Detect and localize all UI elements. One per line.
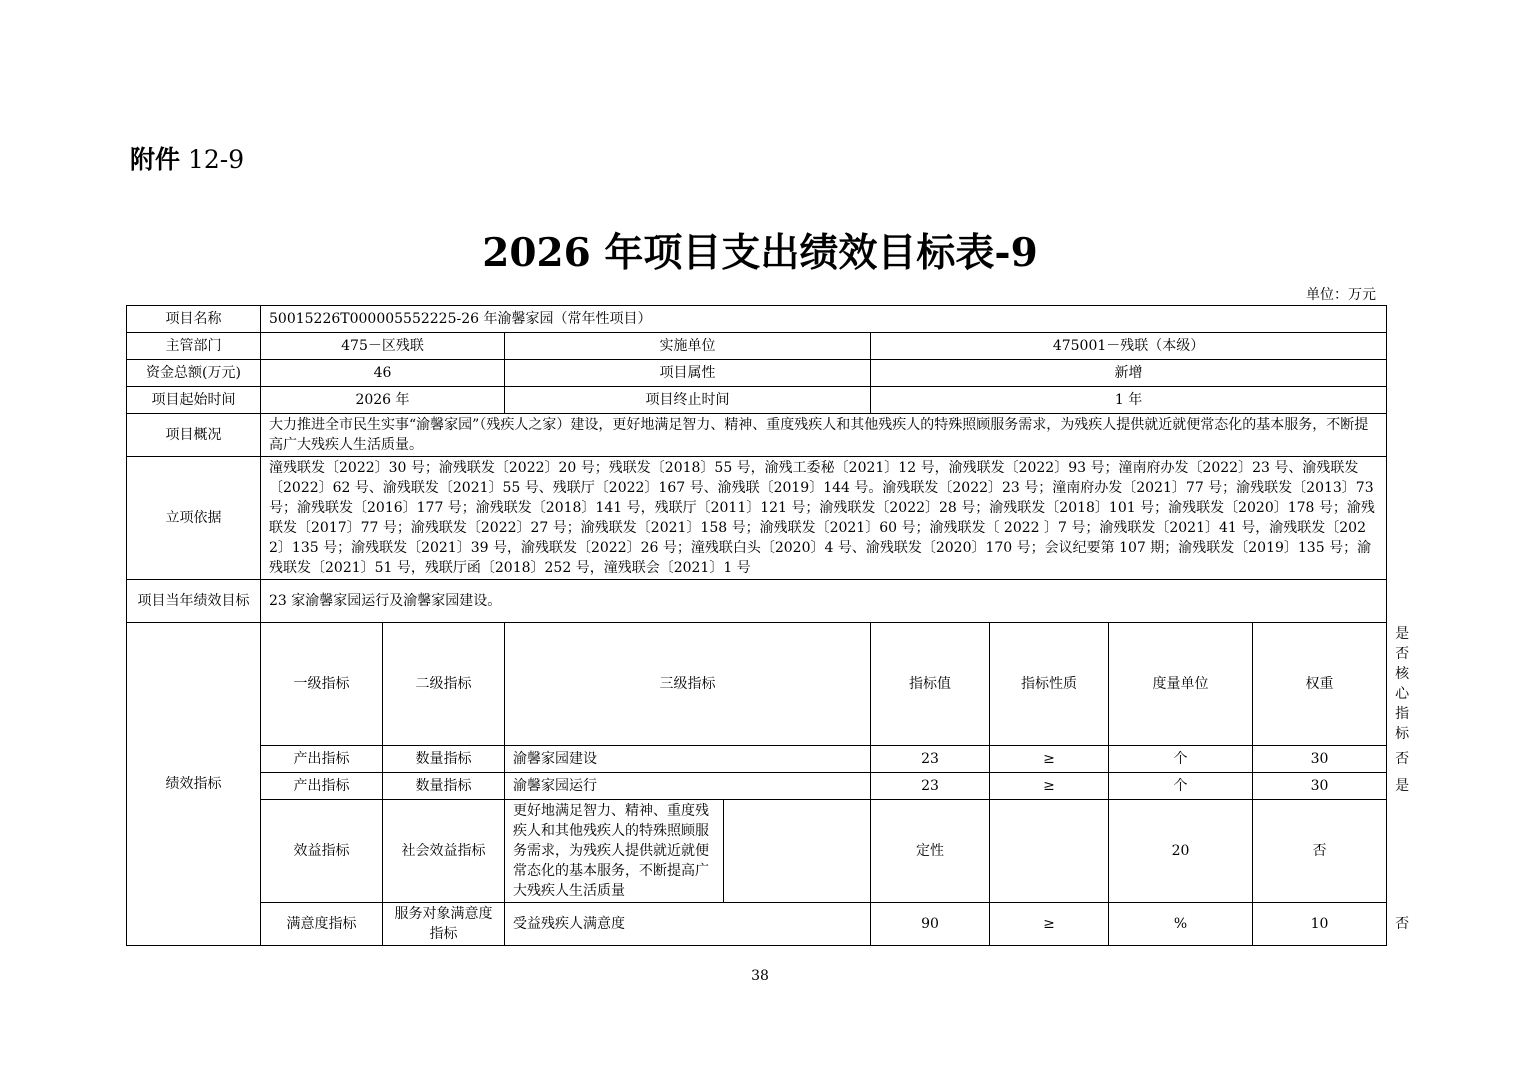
perf-cell: %: [1109, 903, 1253, 946]
basis-label: 立项依据: [127, 457, 261, 580]
perf-cell: 效益指标: [261, 800, 383, 903]
table-row: 产出指标 数量指标 渝馨家园运行 23 ≥ 个 30 是: [127, 773, 1387, 800]
perf-header: 指标值: [871, 623, 990, 746]
perf-header: 权重: [1253, 623, 1387, 746]
perf-cell: 受益残疾人满意度: [505, 903, 871, 946]
impl-label: 实施单位: [505, 333, 871, 360]
perf-header: 二级指标: [383, 623, 505, 746]
perf-cell: 满意度指标: [261, 903, 383, 946]
perf-cell: 定性: [871, 800, 990, 903]
overview-text: 大力推进全市民生实事“渝馨家园”（残疾人之家）建设，更好地满足智力、精神、重度残疾人和其他残疾人的特殊照顾服务需求，为残疾人提供就近就便常态化的基本服务，不断提高广大残疾人生活质量。: [261, 414, 1387, 457]
page-title: 2026 年项目支出绩效目标表-9: [482, 230, 1038, 276]
end-value: 1 年: [871, 387, 1387, 414]
perf-cell: 23: [871, 746, 990, 773]
project-name: 50015226T000005552225-26 年渝馨家园（常年性项目）: [261, 306, 1387, 333]
attr-label: 项目属性: [505, 360, 871, 387]
goal-text: 23 家渝馨家园运行及渝馨家园建设。: [261, 580, 1387, 623]
table-row: 满意度指标 服务对象满意度指标 受益残疾人满意度 90 ≥ % 10 否: [127, 903, 1387, 946]
table-row: [127, 800, 1387, 903]
start-label: 项目起始时间: [127, 387, 261, 414]
dept-value: 475－区残联: [261, 333, 505, 360]
perf-cell: ≥: [990, 746, 1109, 773]
perf-cell: 产出指标: [261, 773, 383, 800]
perf-cell: 个: [1109, 773, 1253, 800]
perf-cell: 90: [871, 903, 990, 946]
perf-cell: ≥: [990, 903, 1109, 946]
perf-label: 绩效指标: [127, 623, 261, 946]
perf-cell: 社会效益指标: [383, 800, 505, 903]
perf-header: 一级指标: [261, 623, 383, 746]
perf-cell: ≥: [990, 773, 1109, 800]
perf-cell: 数量指标: [383, 746, 505, 773]
perf-header: 度量单位: [1109, 623, 1253, 746]
project-name-label: 项目名称: [127, 306, 261, 333]
end-label: 项目终止时间: [505, 387, 871, 414]
perf-cell: 23: [871, 773, 990, 800]
perf-cell: 30: [1253, 773, 1387, 800]
perf-header: 指标性质: [990, 623, 1109, 746]
impl-value: 475001－残联（本级）: [871, 333, 1387, 360]
funds-label: 资金总额(万元): [127, 360, 261, 387]
perf-cell: 个: [1109, 746, 1253, 773]
goal-label: 项目当年绩效目标: [127, 580, 261, 623]
perf-cell: 产出指标: [261, 746, 383, 773]
perf-cell: 20: [1109, 800, 1253, 903]
perf-header: 三级指标: [505, 623, 871, 746]
attachment-label: 附件 12-9: [130, 145, 245, 174]
perf-cell: 更好地满足智力、精神、重度残疾人和其他残疾人的特殊照顾服务需求，为残疾人提供就近就便常态化的基本服务，不断提高广大残疾人生活质量: [505, 800, 724, 903]
perf-cell: 30: [1253, 746, 1387, 773]
perf-cell: 渝馨家园建设: [505, 746, 871, 773]
performance-table: 项目名称 50015226T000005552225-26 年渝馨家园（常年性项目） 主管部门 475－区残联 实施单位 475001－残联（本级） 资金总额(万元) 46 项目属性 新增 项目起始时间 2026 年 项目终止时间 1 年 项目概况 大力推进全市民生实事“渝馨家园”（残疾人之家）建设，更好地满足智力、精神、重度残疾人和其他残疾人的特殊照顾服务需求，为残疾人提供就近就便常态化的基本服务，不断提高广大残疾人生活质量。 立项依据 潼残联发〔2022〕30 号；渝残联发〔2022〕20 号；残联发〔2018〕55 号，渝残工委秘〔2021〕12 号，渝残联发〔2022〕93 号；潼南府办发〔2022〕23 号、渝残联发〔2022〕62 号、渝残联发〔2021〕55 号、残联厅〔2022〕167 号、渝残联〔2019〕144 号。渝残联发〔2022〕23 号；潼南府办发〔2021〕77 号；渝残联发〔2013〕73 号；渝残联发〔2016〕177 号；渝残联发〔2018〕141 号，残联厅〔2011〕121 号；渝残联发〔2022〕28 号；渝残联发〔2018〕101 号；渝残联发〔2020〕178 号；渝残联发〔2017〕77 号；渝残联发〔2022〕27 号；渝残联发〔2021〕158 号；渝残联发〔2021〕60 号；渝残联发〔 2022 〕7 号；渝残联发〔2021〕41 号，渝残联发〔2022〕135 号；渝残联发〔2021〕39 号，渝残联发〔2022〕26 号；潼残联白头〔2020〕4 号、渝残联发〔2020〕170 号；会议纪要第 107 期；渝残联发〔2019〕135 号；渝残联发〔2021〕51 号，残联厅函〔2018〕252 号，潼残联会〔2021〕1 号 项目当年绩效目标 23 家渝馨家园运行及渝馨家园建设。 绩效指标 一级指标 二级指标 三级指标 指标值 指标性质 度量单位 权重 是否核心指标 产出指标 数量指标 渝馨家园建设 23 ≥ 个 30 否 产出指标 数量指标 渝馨家园运行 23 ≥ 个 30 是 效益指标 社会效益指标 更好地满足智力、精神、重度残疾人和其他残疾人的特殊照顾服务需求，为残疾人提供就近就便常态化的基本服务，不断提高广大残疾人生活质量 定性 20 否 满意度指标 服务对象满意度指标 受益残疾人满意度 90 ≥ % 10 否: [126, 305, 1387, 946]
funds-value: 46: [261, 360, 505, 387]
perf-cell: [990, 800, 1109, 903]
table-row: 产出指标 数量指标 渝馨家园建设 23 ≥ 个 30 否: [127, 746, 1387, 773]
perf-cell: 数量指标: [383, 773, 505, 800]
dept-label: 主管部门: [127, 333, 261, 360]
overview-label: 项目概况: [127, 414, 261, 457]
unit-label: 单位：万元: [1306, 287, 1376, 303]
attr-value: 新增: [871, 360, 1387, 387]
perf-cell: 渝馨家园运行: [505, 773, 871, 800]
perf-cell: 否: [1253, 800, 1387, 903]
perf-cell: 服务对象满意度指标: [383, 903, 505, 946]
basis-text: 潼残联发〔2022〕30 号；渝残联发〔2022〕20 号；残联发〔2018〕55 号，渝残工委秘〔2021〕12 号，渝残联发〔2022〕93 号；潼南府办发〔2022〕23 号、渝残联发〔2022〕62 号、渝残联发〔2021〕55 号、残联厅〔2022〕167 号、渝残联〔2019〕144 号。渝残联发〔2022〕23 号；潼南府办发〔2021〕77 号；渝残联发〔2013〕73 号；渝残联发〔2016〕177 号；渝残联发〔2018〕141 号，残联厅〔2011〕121 号；渝残联发〔2022〕28 号；渝残联发〔2018〕101 号；渝残联发〔2020〕178 号；渝残联发〔2017〕77 号；渝残联发〔2022〕27 号；渝残联发〔2021〕158 号；渝残联发〔2021〕60 号；渝残联发〔 2022 〕7 号；渝残联发〔2021〕41 号，渝残联发〔2022〕135 号；渝残联发〔2021〕39 号，渝残联发〔2022〕26 号；潼残联白头〔2020〕4 号、渝残联发〔2020〕170 号；会议纪要第 107 期；渝残联发〔2019〕135 号；渝残联发〔2021〕51 号，残联厅函〔2018〕252 号，潼残联会〔2021〕1 号: [261, 457, 1387, 580]
perf-cell: 10: [1253, 903, 1387, 946]
perf-cell: [724, 800, 871, 903]
page-number: 38: [751, 968, 769, 984]
start-value: 2026 年: [261, 387, 505, 414]
